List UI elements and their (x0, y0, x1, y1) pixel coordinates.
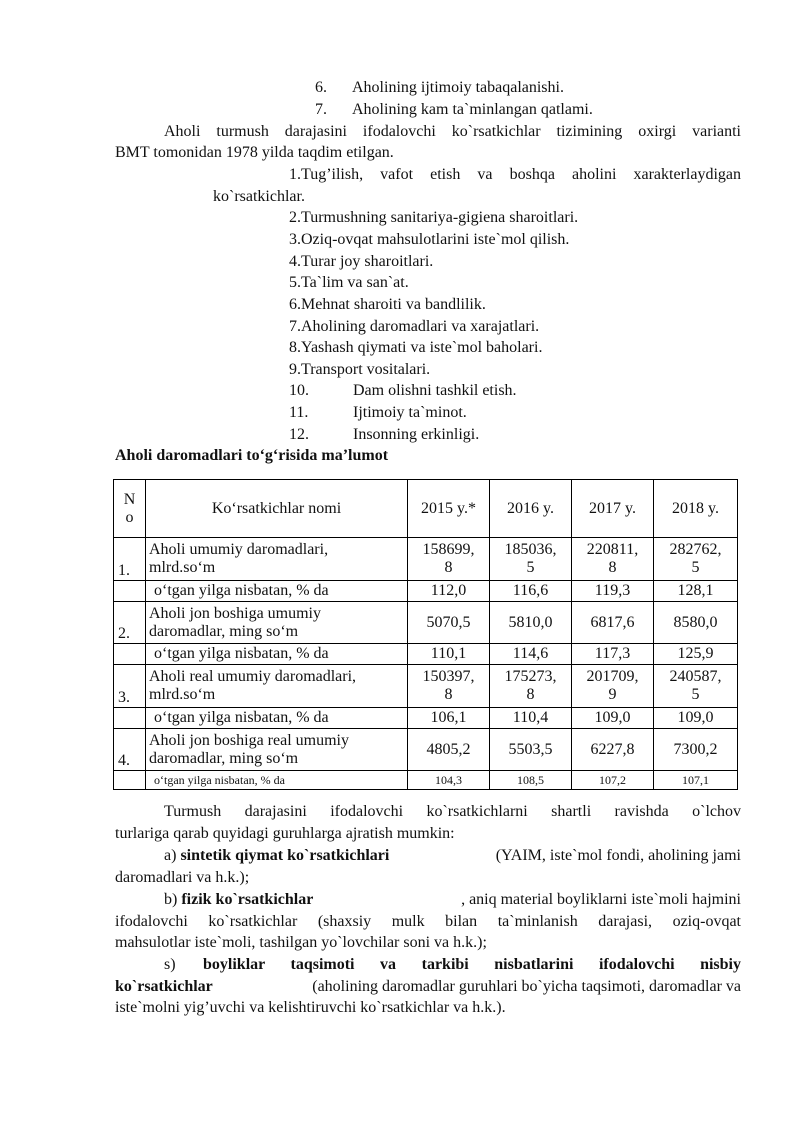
list-number: 10. (289, 382, 309, 399)
indicator-item-9: 9.Transport vositalari. (289, 361, 431, 378)
item-text: (aholining daromadlar guruhlari bo`yicha taqsimoti, daromadlar va (312, 978, 741, 995)
row-index: 3. (114, 665, 146, 708)
item-text: , aniq material boyliklarni iste`moli hajmini (461, 891, 741, 908)
row-index: 4. (114, 729, 146, 771)
list-item-6 (315, 78, 564, 98)
table-cell: 125,9 (654, 644, 738, 665)
indicator-item-8: 8.Yashash qiymati va iste`mol baholari. (289, 339, 543, 356)
header-no: N o (114, 480, 146, 538)
table-cell: 128,1 (654, 581, 738, 602)
group-item-s-line3: iste`molni yig’uvchi va kelishtiruvchi ko`rsatkichlar va h.k.). (115, 999, 506, 1016)
table-cell: 107,1 (654, 771, 738, 790)
table-title: Aholi daromadlari to‘g‘risida ma’lumot (115, 447, 389, 464)
groups-paragraph-line1: Turmush darajasini ifodalovchi ko`rsatkichlarni shartli ravishda o`lchov (164, 803, 741, 820)
indicator-item-1-line2: ko`rsatkichlar. (213, 188, 305, 205)
row-name: o‘tgan yilga nisbatan, % da (146, 644, 408, 665)
table-cell: 116,6 (490, 581, 572, 602)
table-cell: 106,1 (408, 708, 490, 729)
row-name: Aholi umumiy daromadlari, mlrd.so‘m (146, 538, 408, 581)
group-item-s-line1 (164, 955, 741, 975)
list-number: 11. (289, 404, 309, 421)
row-name: Aholi real umumiy daromadlari, mlrd.so‘m (146, 665, 408, 708)
table-row (114, 644, 738, 665)
table-cell: 110,4 (490, 708, 572, 729)
row-index: 1. (114, 538, 146, 581)
list-number: 6. (315, 79, 327, 96)
table-cell: 114,6 (490, 644, 572, 665)
group-item-s-line2 (115, 977, 741, 997)
table-cell: 7300,2 (654, 729, 738, 771)
table-cell: 5810,0 (490, 602, 572, 644)
indicator-item-10 (289, 381, 517, 401)
row-name: o‘tgan yilga nisbatan, % da (146, 708, 408, 729)
header-year: 2017 y. (572, 480, 654, 538)
table-cell: 185036, 5 (490, 538, 572, 581)
table-row (114, 538, 738, 581)
table-cell: 158699, 8 (408, 538, 490, 581)
groups-paragraph-line2: turlariga qarab quyidagi guruhlarga ajratish mumkin: (115, 825, 455, 842)
indicator-item-11 (289, 403, 467, 423)
item-prefix: s) (164, 956, 176, 973)
header-year: 2015 y.* (408, 480, 490, 538)
row-name: o‘tgan yilga nisbatan, % da (146, 581, 408, 602)
table-cell: 110,1 (408, 644, 490, 665)
table-cell: 109,0 (654, 708, 738, 729)
table-row (114, 729, 738, 771)
indicator-item-3: 3.Oziq-ovqat mahsulotlarini iste`mol qilish. (289, 231, 570, 248)
table-cell: 5070,5 (408, 602, 490, 644)
indicator-item-7: 7.Aholining daromadlari va xarajatlari. (289, 318, 540, 335)
income-table (113, 479, 738, 790)
row-name: Aholi jon boshiga real umumiy daromadlar, ming so‘m (146, 729, 408, 771)
header-year: 2018 y. (654, 480, 738, 538)
table-row (114, 665, 738, 708)
table-row (114, 581, 738, 602)
table-cell: 6817,6 (572, 602, 654, 644)
item-bold-term: sintetik qiymat ko`rsatkichlari (180, 847, 390, 864)
indicator-item-2: 2.Turmushning sanitariya-gigiena sharoitlari. (289, 209, 579, 226)
header-name: Ko‘rsatkichlar nomi (146, 480, 408, 538)
table-cell: 119,3 (572, 581, 654, 602)
group-item-a-line1 (164, 846, 741, 866)
table-cell: 8580,0 (654, 602, 738, 644)
table-cell: 104,3 (408, 771, 490, 790)
list-text: Dam olishni tashkil etish. (353, 382, 517, 399)
table-cell: 4805,2 (408, 729, 490, 771)
table-cell: 6227,8 (572, 729, 654, 771)
table-cell: 5503,5 (490, 729, 572, 771)
list-text: Aholining ijtimoiy tabaqalanishi. (352, 79, 564, 96)
row-index: 2. (114, 602, 146, 644)
table-header-row (114, 480, 738, 538)
table-cell: 220811, 8 (572, 538, 654, 581)
table-row (114, 602, 738, 644)
table-cell: 107,2 (572, 771, 654, 790)
row-index (114, 771, 146, 790)
item-text: (YAIM, iste`mol fondi, aholining jami (495, 847, 741, 864)
group-item-a-line2: daromadlari va h.k.); (115, 869, 250, 886)
item-bold-term: ko`rsatkichlar (115, 978, 213, 995)
indicator-item-1-line1: 1.Tug’ilish, vafot etish va boshqa aholini xarakterlaydigan (289, 166, 741, 183)
list-item-7 (315, 100, 593, 120)
table-cell: 112,0 (408, 581, 490, 602)
table-row (114, 771, 738, 790)
list-number: 12. (289, 426, 309, 443)
table-cell: 201709, 9 (572, 665, 654, 708)
row-name: Aholi jon boshiga umumiy daromadlar, ming so‘m (146, 602, 408, 644)
indicator-item-4: 4.Turar joy sharoitlari. (289, 253, 434, 270)
item-bold-term: boyliklar taqsimoti va tarkibi nisbatlarini ifodalovchi nisbiy (203, 956, 741, 973)
group-item-b-line3: mahsulotlar iste`moli, tashilgan yo`lovchilar soni va h.k.); (115, 934, 487, 951)
list-text: Ijtimoiy ta`minot. (353, 404, 467, 421)
item-bold-term: fizik ko`rsatkichlar (181, 891, 314, 908)
table-cell: 109,0 (572, 708, 654, 729)
table-cell: 150397, 8 (408, 665, 490, 708)
table-row (114, 708, 738, 729)
table-cell: 282762, 5 (654, 538, 738, 581)
table-cell: 117,3 (572, 644, 654, 665)
row-index (114, 708, 146, 729)
intro-paragraph-line2: BMT tomonidan 1978 yilda taqdim etilgan. (115, 144, 394, 161)
row-index (114, 644, 146, 665)
table-cell: 175273, 8 (490, 665, 572, 708)
row-index (114, 581, 146, 602)
item-prefix: a) sintetik qiymat ko`rsatkichlari (164, 847, 390, 864)
list-text: Aholining kam ta`minlangan qatlami. (352, 101, 593, 118)
indicator-item-5: 5.Ta`lim va san`at. (289, 274, 409, 291)
list-number: 7. (315, 101, 327, 118)
list-text: Insonning erkinligi. (353, 426, 480, 443)
group-item-b-line2: ifodalovchi ko`rsatkichlar (shaxsiy mulk bilan ta`minlanish darajasi, oziq-ovqat (115, 913, 741, 930)
table-cell: 240587, 5 (654, 665, 738, 708)
row-name: o‘tgan yilga nisbatan, % da (146, 771, 408, 790)
intro-paragraph-line1: Aholi turmush darajasini ifodalovchi ko`rsatkichlar tizimining oxirgi varianti (164, 123, 741, 140)
indicator-item-12 (289, 425, 479, 445)
indicator-item-6: 6.Mehnat sharoiti va bandlilik. (289, 296, 486, 313)
item-prefix: b) fizik ko`rsatkichlar (164, 891, 314, 908)
group-item-b-line1 (164, 890, 741, 910)
table-cell: 108,5 (490, 771, 572, 790)
header-year: 2016 y. (490, 480, 572, 538)
